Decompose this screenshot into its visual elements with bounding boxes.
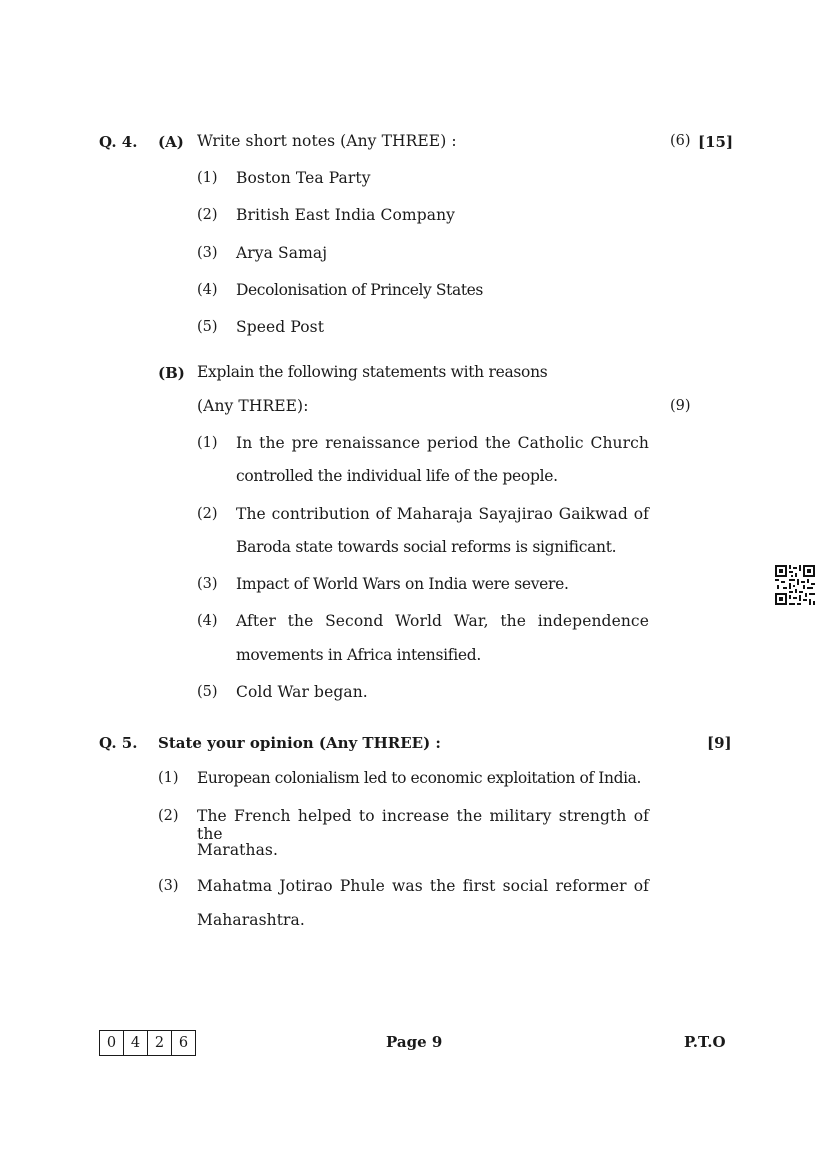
part-label: (A) [158, 133, 184, 151]
item-text-continued: Maharashtra. [197, 911, 305, 929]
page-number: Page 9 [386, 1033, 443, 1051]
item-number: (4) [197, 282, 218, 298]
part-label: (B) [158, 364, 185, 382]
question-total-marks: [9] [707, 734, 732, 752]
item-number: (1) [158, 770, 179, 786]
item-text-continued: controlled the individual life of the people. [236, 467, 558, 485]
paper-code-digit: 6 [178, 1035, 189, 1051]
item-number: (1) [197, 435, 218, 451]
item-text: After the Second World War, the independence [236, 612, 649, 630]
item-number: (3) [158, 878, 179, 894]
item-text: Boston Tea Party [236, 169, 371, 187]
part-instruction-continued: (Any THREE): [197, 397, 309, 415]
item-number: (5) [197, 684, 218, 700]
item-number: (2) [197, 506, 218, 522]
paper-code-box [99, 1030, 196, 1056]
part-instruction: Write short notes (Any THREE) : [197, 132, 457, 150]
question-number: Q. 4. [99, 133, 138, 151]
item-text: Arya Samaj [236, 244, 328, 262]
qr-code-icon [775, 565, 815, 605]
item-text: Mahatma Jotirao Phule was the first social reformer of [197, 877, 649, 895]
item-text-continued: Baroda state towards social reforms is significant. [236, 538, 617, 556]
item-text: Impact of World Wars on India were severe. [236, 575, 569, 593]
part-instruction: Explain the following statements with reasons [197, 363, 548, 381]
item-text: Cold War began. [236, 683, 368, 701]
paper-code-digit: 4 [124, 1031, 148, 1055]
item-number: (3) [197, 245, 218, 261]
part-marks: (9) [670, 398, 691, 414]
question-total-marks: [15] [698, 133, 734, 151]
paper-code-digit: 0 [100, 1031, 124, 1055]
item-text-continued: movements in Africa intensified. [236, 646, 482, 664]
part-marks: (6) [670, 133, 691, 149]
paper-code-digit: 2 [148, 1031, 172, 1055]
item-number: (4) [197, 613, 218, 629]
item-text: Speed Post [236, 318, 325, 336]
item-number: (2) [197, 207, 218, 223]
item-text: The contribution of Maharaja Sayajirao Gaikwad of [236, 505, 649, 523]
item-text: British East India Company [236, 206, 456, 224]
item-number: (5) [197, 319, 218, 335]
pto-label: P.T.O [684, 1033, 726, 1051]
question-number: Q. 5. [99, 734, 138, 752]
item-text: In the pre renaissance period the Catholic Church [236, 434, 649, 452]
item-text: Decolonisation of Princely States [236, 281, 483, 299]
item-text: European colonialism led to economic exploitation of India. [197, 769, 642, 787]
item-number: (3) [197, 576, 218, 592]
item-number: (1) [197, 170, 218, 186]
item-text-continued: Marathas. [197, 841, 278, 859]
question-instruction: State your opinion (Any THREE) : [158, 734, 441, 752]
item-number: (2) [158, 808, 179, 824]
item-text: The French helped to increase the military strength of the [197, 807, 649, 843]
